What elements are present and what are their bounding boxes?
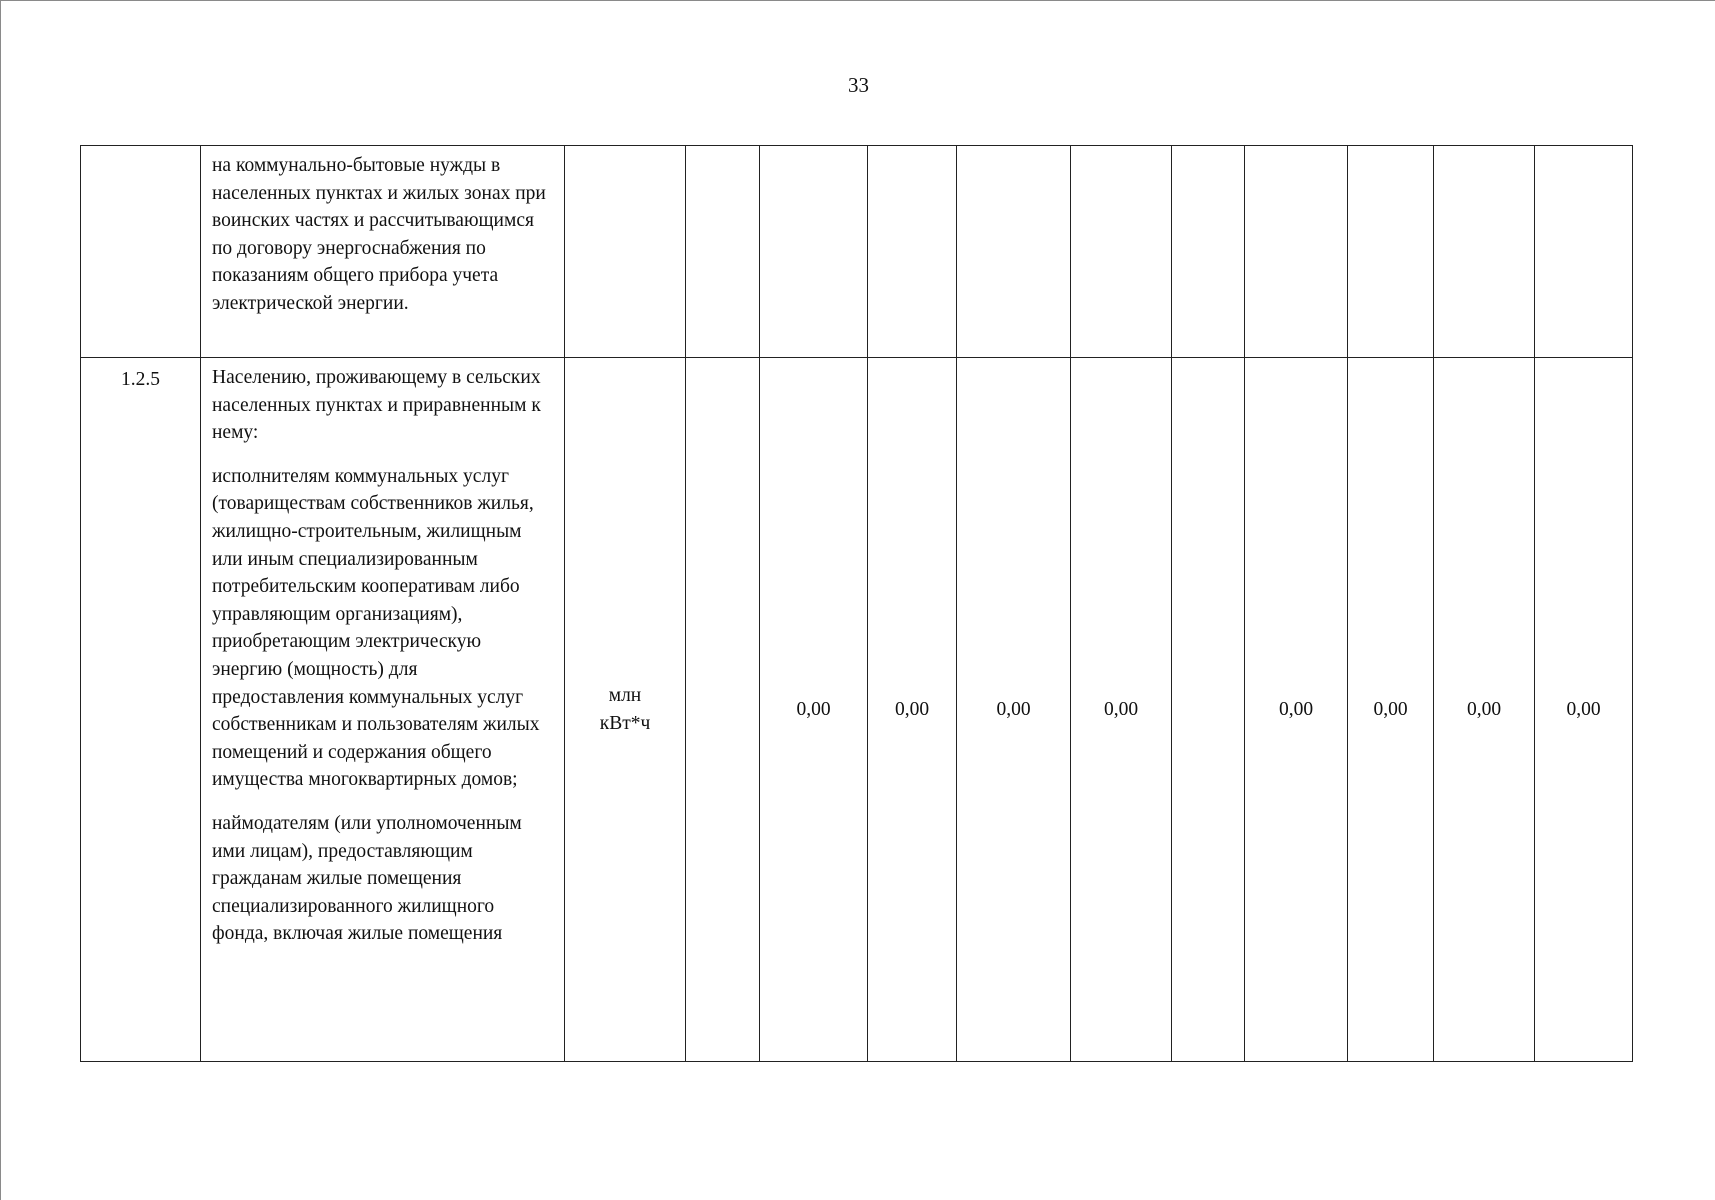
value-cell: 0,00 (1245, 358, 1348, 1062)
value-cell (1172, 358, 1245, 1062)
unit-line: млн (608, 684, 642, 706)
value-cell (1245, 146, 1348, 358)
description-paragraph: на коммунально-бытовые нужды в населенных пунктах и жилых зонах при воинских частях и рассчитывающимся по договору энергоснабжения по показаниям общего прибора учета электрической энергии. (212, 155, 546, 314)
value-cell: 0,00 (1071, 358, 1172, 1062)
value-cell: 0,00 (1434, 358, 1535, 1062)
description-paragraph: исполнителям коммунальных услуг (товариществам собственников жилья, жилищно-строительным, жилищным или иным специализированным потребительским кооперативам либо управляющим организациям), приобретающим электрическую энергию (мощность) для предоставления коммунальных услуг собственникам и пользователям жилых помещений и содержания общего имущества многоквартирных домов; (212, 465, 540, 791)
description-paragraph: Населению, проживающему в сельских населенных пунктах и приравненным к нему: (212, 367, 541, 444)
value-cell (1348, 146, 1434, 358)
value-cell: 0,00 (760, 358, 868, 1062)
table-row (81, 358, 1633, 1062)
value-cell (760, 146, 868, 358)
table-row (81, 146, 1633, 358)
value-cell (686, 146, 760, 358)
description-paragraph: наймодателям (или уполномоченным ими лицам), предоставляющим гражданам жилые помещения специализированного жилищного фонда, включая жилые помещения (212, 812, 522, 945)
value-cell (686, 358, 760, 1062)
data-table (80, 145, 1633, 1062)
value-cell (868, 146, 957, 358)
unit-line: кВт*ч (599, 712, 651, 734)
page-number: 33 (848, 73, 869, 97)
row-number-cell (81, 146, 201, 358)
value-cell (957, 146, 1071, 358)
value-cell (1172, 146, 1245, 358)
row-number-cell: 1.2.5 (81, 358, 201, 1062)
row-description-cell (201, 358, 565, 1062)
value-cell: 0,00 (957, 358, 1071, 1062)
row-description-cell (201, 146, 565, 358)
value-cell: 0,00 (1348, 358, 1434, 1062)
value-cell (1434, 146, 1535, 358)
value-cell (1535, 146, 1633, 358)
value-cell (1071, 146, 1172, 358)
unit-cell (565, 146, 686, 358)
value-cell: 0,00 (868, 358, 957, 1062)
unit-cell (565, 358, 686, 1062)
value-cell: 0,00 (1535, 358, 1633, 1062)
